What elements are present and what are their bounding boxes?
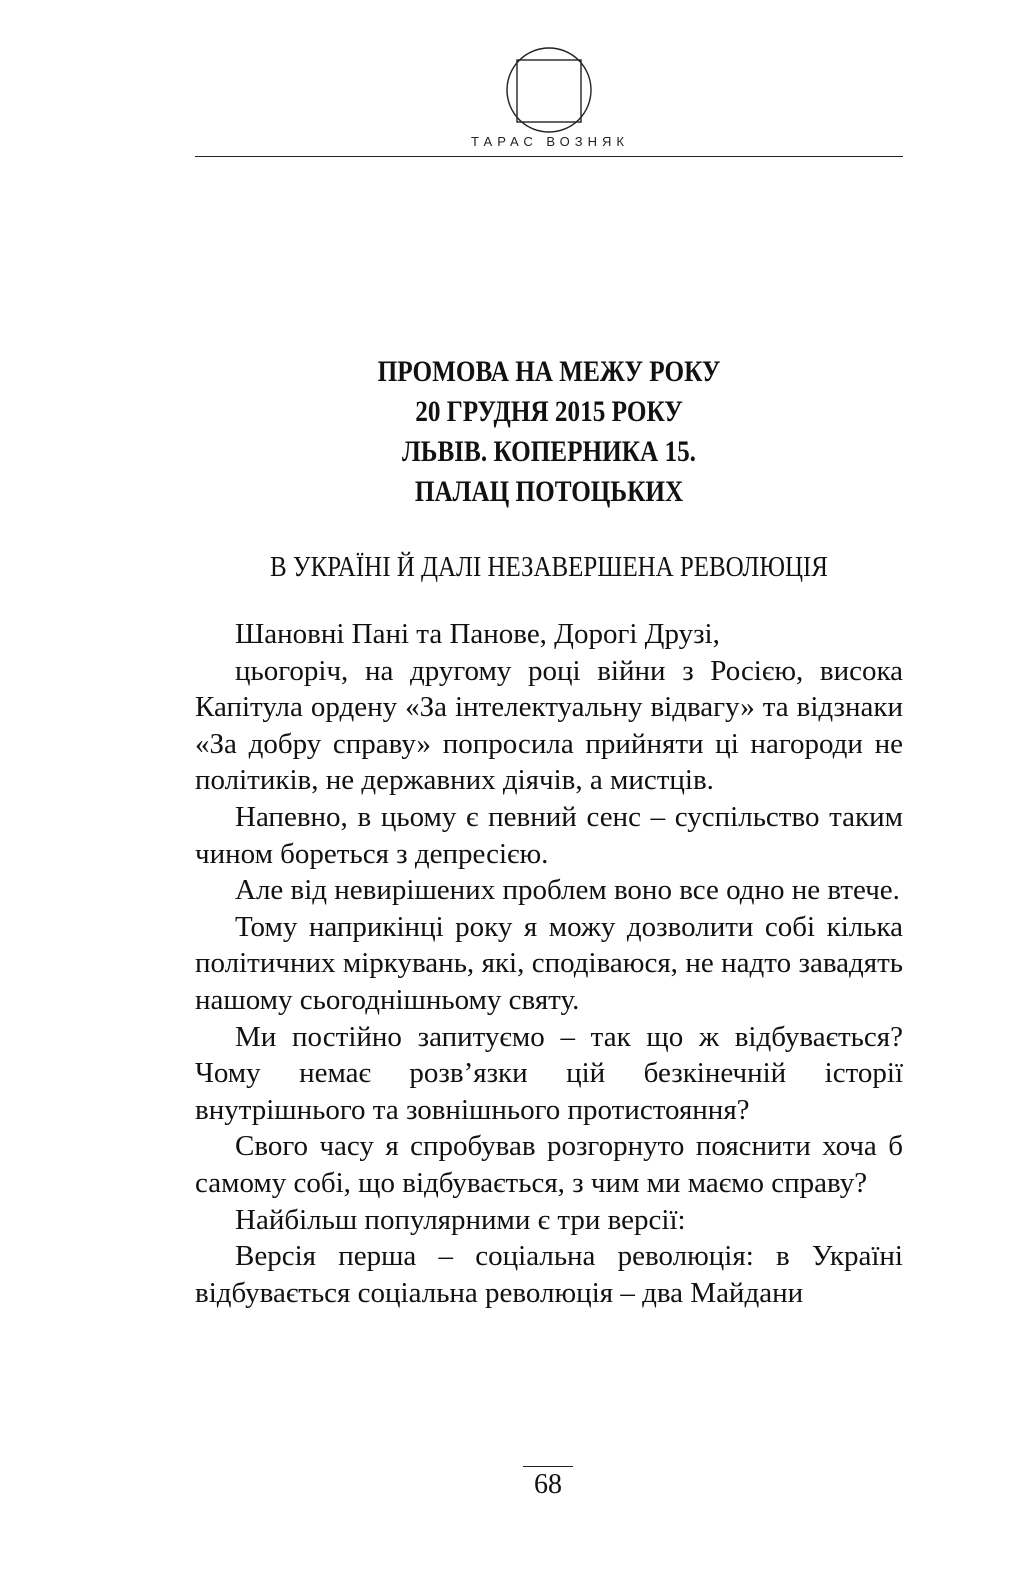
paragraph: Свого часу я спробував розгорнуто пояснити хоча б самому собі, що відбувається, з чим ми маємо справу? [195,1130,903,1199]
paragraph: Тому наприкінці року я можу дозволити собі кілька політичних міркувань, які, сподіваюся, не надто завадять нашому сьогоднішньому святу. [195,910,903,1016]
paragraph: Найбільш популярними є три версії: [235,1203,686,1236]
paragraph: Шановні Пані та Панове, Дорогі Друзі, [235,618,720,650]
paragraph: Напевно, в цьому є певний сенс – суспільство таким чином бореться з депресією. [195,800,903,870]
page-number: 68 [534,1469,562,1500]
header-rule [195,156,903,157]
chapter-subtitle: В УКРАЇНІ Й ДАЛІ НЕЗАВЕРШЕНА РЕВОЛЮЦІЯ [270,551,828,583]
title-line: 20 ГРУДНЯ 2015 РОКУ [415,395,683,428]
title-line: ЛЬВІВ. КОПЕРНИКА 15. [402,435,696,468]
circle-square-logo-icon [505,46,593,134]
running-head: ТАРАС ВОЗНЯК [471,134,629,149]
paragraph: Але від невирішених проблем воно все одно не втече. [235,874,900,907]
paragraph: Ми постійно запитуємо – так що ж відбувається? Чому немає розв’язки цій безкінечній історії внутрішнього та зовнішнього протистояння? [195,1020,903,1126]
title-line: ПАЛАЦ ПОТОЦЬКИХ [414,475,684,508]
chapter-title [195,352,903,512]
body-text [195,616,903,1311]
paragraph: Версія перша – соціальна революція: в Україні відбувається соціальна революція – два Майдани [195,1240,903,1309]
page-number-rule [523,1466,573,1467]
paragraph: цьогоріч, на другому році війни з Росією, висока Капітула ордену «За інтелектуальну відвагу» та відзнаки «За добру справу» попросила прийняти ці нагороди не політиків, не державних діячів, а мистців. [195,654,903,797]
title-line: ПРОМОВА НА МЕЖУ РОКУ [377,355,721,388]
